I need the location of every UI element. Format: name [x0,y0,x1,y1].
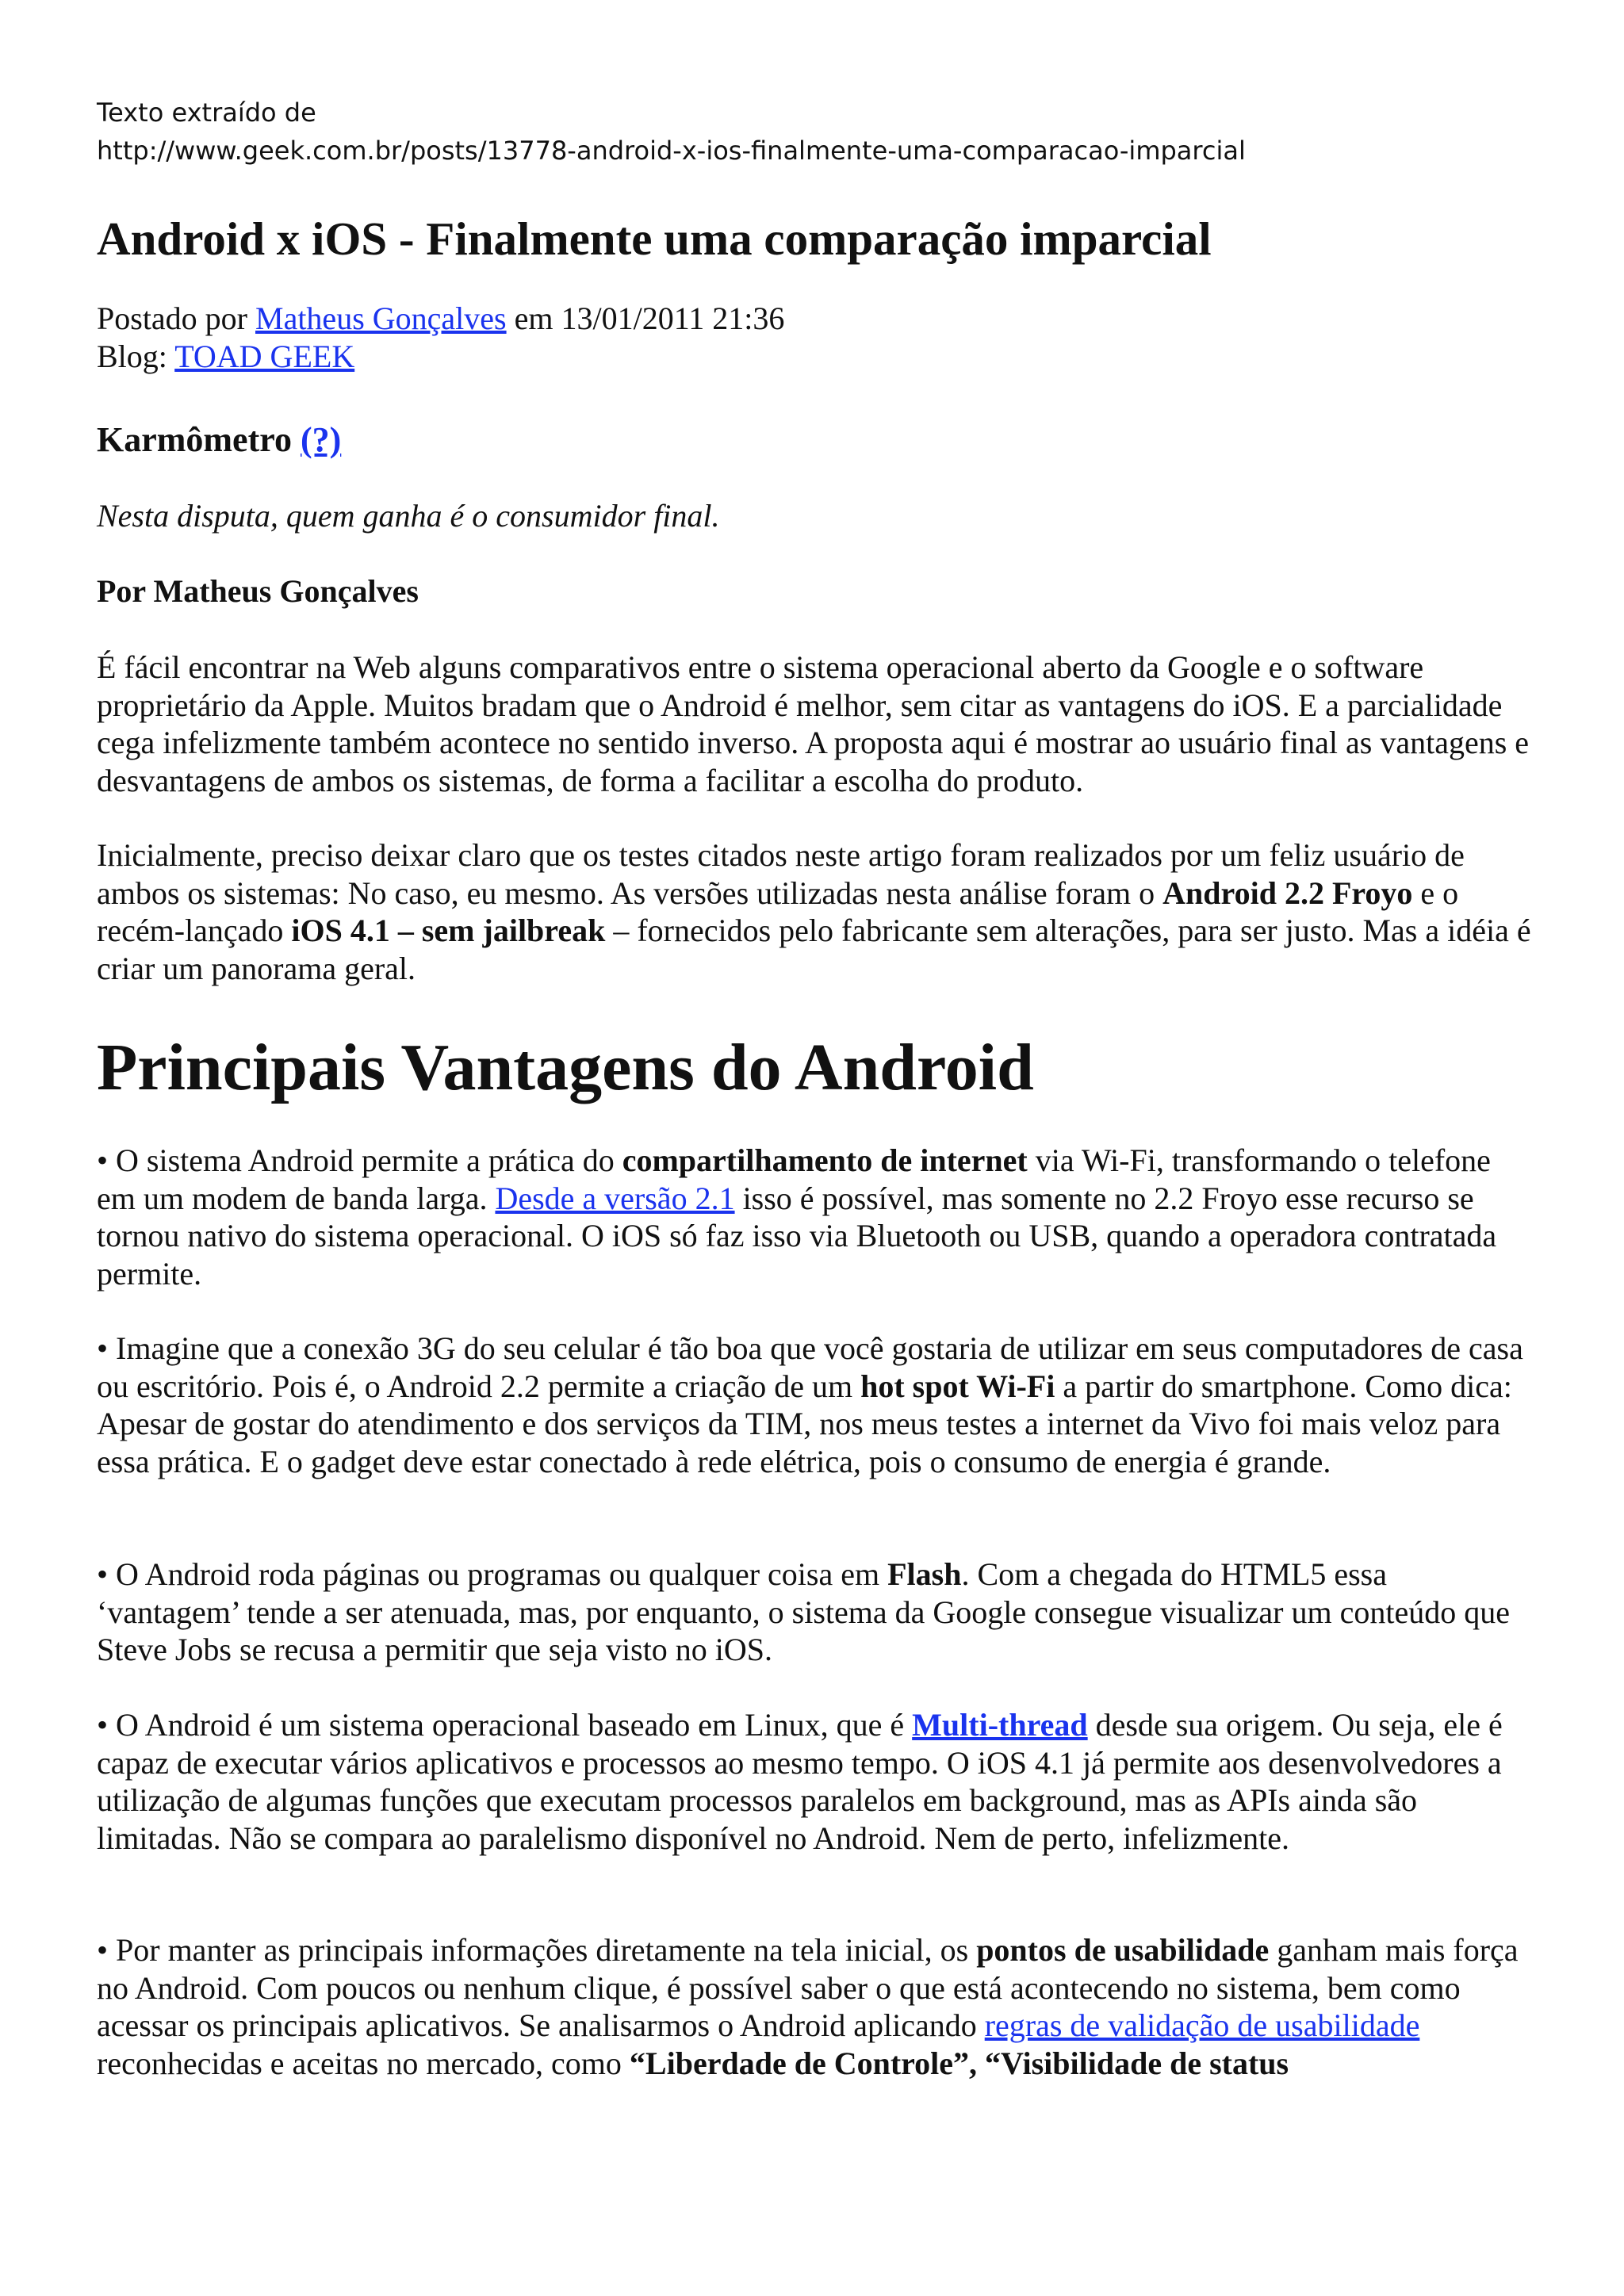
section-heading: Principais Vantagens do Android [97,1031,1034,1104]
source-url: http://www.geek.com.br/posts/13778-android-x-ios-finalmente-uma-comparacao-imparcial [97,136,1246,166]
text: • Por manter as principais informações diretamente na tela inicial, os [97,1932,977,1968]
bullet-paragraph-4 [97,1706,1532,1857]
text: • O sistema Android permite a prática do [97,1142,622,1178]
bold-term: pontos de usabilidade [976,1932,1270,1968]
text: • O Android roda páginas ou programas ou qualquer coisa em [97,1556,888,1592]
bold-term: Flash [887,1556,962,1592]
text: isso é possível, mas somente no 2.2 Froyo esse recurso se tornou nativo do sistema operacional. O iOS só faz isso via Bluetooth ou USB, quando a operadora contratada permite. [97,1180,1497,1292]
karma-help-link[interactable]: (?) [300,420,342,459]
android-version: Android 2.2 Froyo [1162,874,1413,911]
blog-line [97,338,1532,376]
posted-by-line [97,300,1532,338]
source-label: Texto extraído de [97,98,316,128]
author-line: Por Matheus Gonçalves [97,573,419,609]
text: • O Android é um sistema operacional baseado em Linux, que é [97,1707,913,1743]
text: reconhecidas e aceitas no mercado, como [97,2045,630,2081]
karma-label: Karmômetro [97,420,292,459]
multithread-link[interactable]: Multi-thread [912,1707,1088,1743]
byline [97,300,1532,376]
bullet-paragraph-1 [97,1142,1532,1292]
text: ganham mais força no Android. Com poucos ou nenhum clique, é possível saber o que está acontecendo no sistema, bem como acessar os principais aplicativos. Se analisarmos o Android aplicando [97,1932,1519,2043]
usability-rules-link[interactable]: regras de validação de usabilidade [984,2007,1420,2043]
text: • Imagine que a conexão 3G do seu celular é tão boa que você gostaria de utilizar em seus computadores de casa ou escritório. Pois é, o Android 2.2 permite a criação de um [97,1330,1523,1404]
text: – fornecidos pelo fabricante sem alterações, para ser justo. Mas a idéia é criar um panorama geral. [97,913,1531,986]
article-lead: Nesta disputa, quem ganha é o consumidor final. [97,498,720,534]
ios-version: iOS 4.1 – sem jailbreak [291,913,606,948]
bullet-paragraph-5 [97,1931,1532,2082]
text: . Com a chegada do HTML5 essa ‘vantagem’ tende a ser atenuada, mas, por enquanto, o sistema da Google consegue visualizar um conteúdo que Steve Jobs se recusa a permitir que seja visto no iOS. [97,1556,1510,1667]
author-link[interactable]: Matheus Gonçalves [255,300,507,336]
bullet-paragraph-2 [97,1330,1532,1480]
post-date: em 13/01/2011 21:36 [514,300,785,336]
text: a partir do smartphone. Como dica: Apesar de gostar do atendimento e dos serviços da TIM, nos meus testes a internet da Vivo foi mais veloz para essa prática. E o gadget deve estar conectado à rede elétrica, pois o consumo de energia é grande. [97,1368,1512,1479]
bold-term: hot spot Wi-Fi [860,1368,1055,1404]
text: desde sua origem. Ou seja, ele é capaz de executar vários aplicativos e processos ao mesmo tempo. O iOS 4.1 já permite aos desenvolvedores a utilização de algumas funções que executam processos paralelos em background, mas as APIs ainda são limitadas. Não se compara ao paralelismo disponível no Android. Nem de perto, infelizmente. [97,1707,1503,1856]
bold-term: compartilhamento de internet [622,1142,1028,1178]
blog-link[interactable]: TOAD GEEK [174,339,355,374]
blog-prefix: Blog: [97,339,167,374]
karma-heading [97,418,1532,462]
bullet-paragraph-3 [97,1556,1532,1669]
bold-term: “Liberdade de Controle”, “Visibilidade de status [629,2045,1289,2081]
text: e o recém-lançado [97,874,1459,948]
intro-paragraph-1: É fácil encontrar na Web alguns comparativos entre o sistema operacional aberto da Google e o software proprietário da Apple. Muitos bradam que o Android é melhor, sem citar as vantagens do iOS. E a parcialidade cega infelizmente também acontece no sentido inverso. A proposta aqui é mostrar ao usuário final as vantagens e desvantagens de ambos os sistemas, de forma a facilitar a escolha do produto. [97,649,1530,798]
text: Inicialmente, preciso deixar claro que os testes citados neste artigo foram realizados por um feliz usuário de ambos os sistemas: No caso, eu mesmo. As versões utilizadas nesta análise foram o [97,837,1465,911]
intro-paragraph-2 [97,836,1532,987]
version-link[interactable]: Desde a versão 2.1 [495,1180,735,1216]
text: via Wi-Fi, transformando o telefone em um modem de banda larga. [97,1142,1491,1216]
article-title: Android x iOS - Finalmente uma comparação imparcial [97,212,1212,265]
source-note [97,94,1246,170]
posted-by-prefix: Postado por [97,300,247,336]
